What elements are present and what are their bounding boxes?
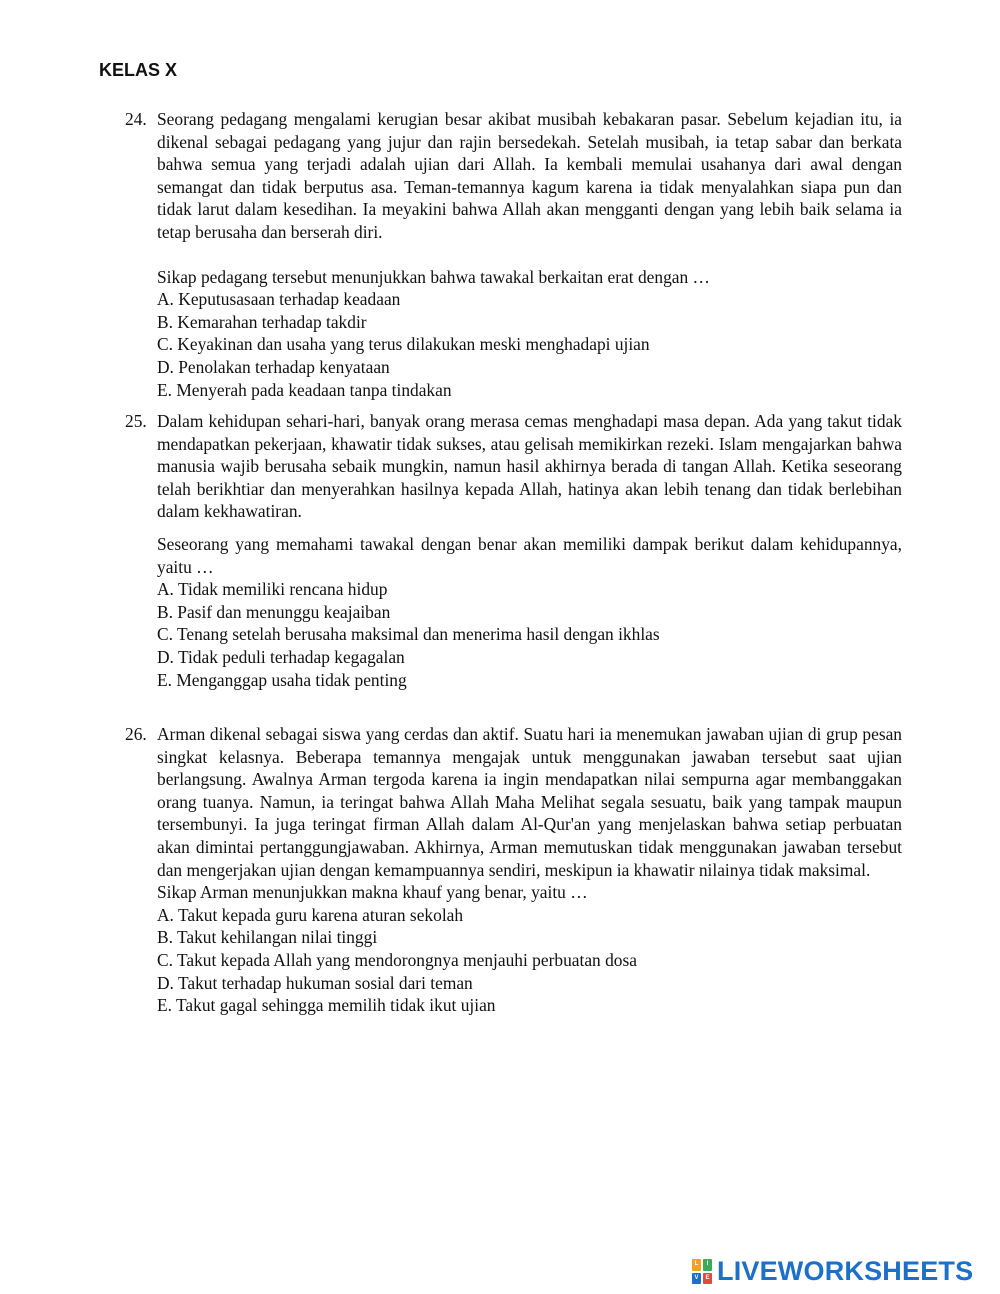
answer-option-e[interactable]: E. Takut gagal sehingga memilih tidak ikut ujian xyxy=(157,995,496,1016)
answer-option-a[interactable]: A. Tidak memiliki rencana hidup xyxy=(157,579,388,600)
logo-letter: L xyxy=(692,1259,701,1271)
question-24 xyxy=(125,108,902,401)
answer-option-b[interactable]: B. Pasif dan menunggu keajaiban xyxy=(157,601,391,622)
liveworksheets-logo xyxy=(692,1256,973,1287)
question-prompt: Sikap Arman menunjukkan makna khauf yang benar, yaitu … xyxy=(157,882,588,903)
page-title: KELAS X xyxy=(99,60,178,80)
question-prompt: Sikap pedagang tersebut menunjukkan bahwa tawakal berkaitan erat dengan … xyxy=(157,266,710,287)
answer-option-e[interactable]: E. Menyerah pada keadaan tanpa tindakan xyxy=(157,379,452,400)
question-passage: Arman dikenal sebagai siswa yang cerdas dan aktif. Suatu hari ia menemukan jawaban ujian di grup pesan singkat kelasnya. Beberapa temannya mengajak untuk menggunakan jawaban tersebut saat ujian berlangsung. Awalnya Arman tergoda karena ia ingin mendapatkan nilai sempurna agar membanggakan orang tuanya. Namun, ia teringat bahwa Allah Maha Melihat segala sesuatu, baik yang tampak maupun tersembunyi. Ia juga teringat firman Allah dalam Al-Qur'an yang menjelaskan bahwa setiap perbuatan akan dimintai pertanggungjawaban. Akhirnya, Arman memutuskan tidak menggunakan jawaban tersebut dan mengerjakan ujian dengan kemampuannya sendiri, meskipun ia khawatir nilainya tidak maksimal. xyxy=(157,724,902,880)
answer-options xyxy=(157,288,902,401)
question-number: 24. xyxy=(125,109,147,129)
question-passage: Dalam kehidupan sehari-hari, banyak orang merasa cemas menghadapi masa depan. Ada yang takut tidak mendapatkan pekerjaan, khawatir tidak sukses, atau gelisah memikirkan rezeki. Islam mengajarkan bahwa manusia wajib berusaha sebaik mungkin, namun hasil akhirnya berada di tangan Allah. Ketika seseorang telah berikhtiar dan menyerahkan hasilnya kepada Allah, hatinya akan lebih tenang dan tidak berlebihan dalam kekhawatiran. xyxy=(157,411,902,522)
question-26 xyxy=(125,723,902,1017)
question-number: 25. xyxy=(125,411,147,431)
answer-option-d[interactable]: D. Takut terhadap hukuman sosial dari teman xyxy=(157,972,473,993)
answer-option-c[interactable]: C. Takut kepada Allah yang mendorongnya menjauhi perbuatan dosa xyxy=(157,949,637,970)
answer-options xyxy=(157,904,902,1017)
answer-option-d[interactable]: D. Penolakan terhadap kenyataan xyxy=(157,356,390,377)
question-number: 26. xyxy=(125,724,147,744)
answer-option-a[interactable]: A. Takut kepada guru karena aturan sekolah xyxy=(157,904,464,925)
logo-mark-icon xyxy=(692,1259,712,1284)
question-passage: Seorang pedagang mengalami kerugian besar akibat musibah kebakaran pasar. Sebelum kejadian itu, ia dikenal sebagai pedagang yang jujur dan rajin bersedekah. Setelah musibah, ia tetap sabar dan berkata bahwa semua yang terjadi adalah ujian dari Allah. Ia kembali memulai usahanya dari awal dengan semangat dan tidak berputus asa. Teman-temannya kagum karena ia tidak menyalahkan siapa pun dan tidak larut dalam kesedihan. Ia meyakini bahwa Allah akan mengganti dengan yang lebih baik selama ia tetap berusaha dan berserah diri. xyxy=(157,109,902,242)
answer-option-e[interactable]: E. Menganggap usaha tidak penting xyxy=(157,669,407,690)
logo-letter: I xyxy=(703,1259,712,1271)
logo-letter: E xyxy=(703,1273,712,1285)
logo-text: LIVEWORKSHEETS xyxy=(717,1256,974,1286)
answer-options xyxy=(157,578,902,691)
answer-option-b[interactable]: B. Kemarahan terhadap takdir xyxy=(157,311,367,332)
answer-option-a[interactable]: A. Keputusasaan terhadap keadaan xyxy=(157,289,401,310)
question-25 xyxy=(125,410,902,691)
answer-option-c[interactable]: C. Keyakinan dan usaha yang terus dilakukan meski menghadapi ujian xyxy=(157,334,650,355)
answer-option-d[interactable]: D. Tidak peduli terhadap kegagalan xyxy=(157,646,405,667)
logo-letter: V xyxy=(692,1273,701,1285)
answer-option-b[interactable]: B. Takut kehilangan nilai tinggi xyxy=(157,927,378,948)
answer-option-c[interactable]: C. Tenang setelah berusaha maksimal dan menerima hasil dengan ikhlas xyxy=(157,624,660,645)
question-prompt: Seseorang yang memahami tawakal dengan benar akan memiliki dampak berikut dalam kehidupannya, yaitu … xyxy=(157,533,902,577)
